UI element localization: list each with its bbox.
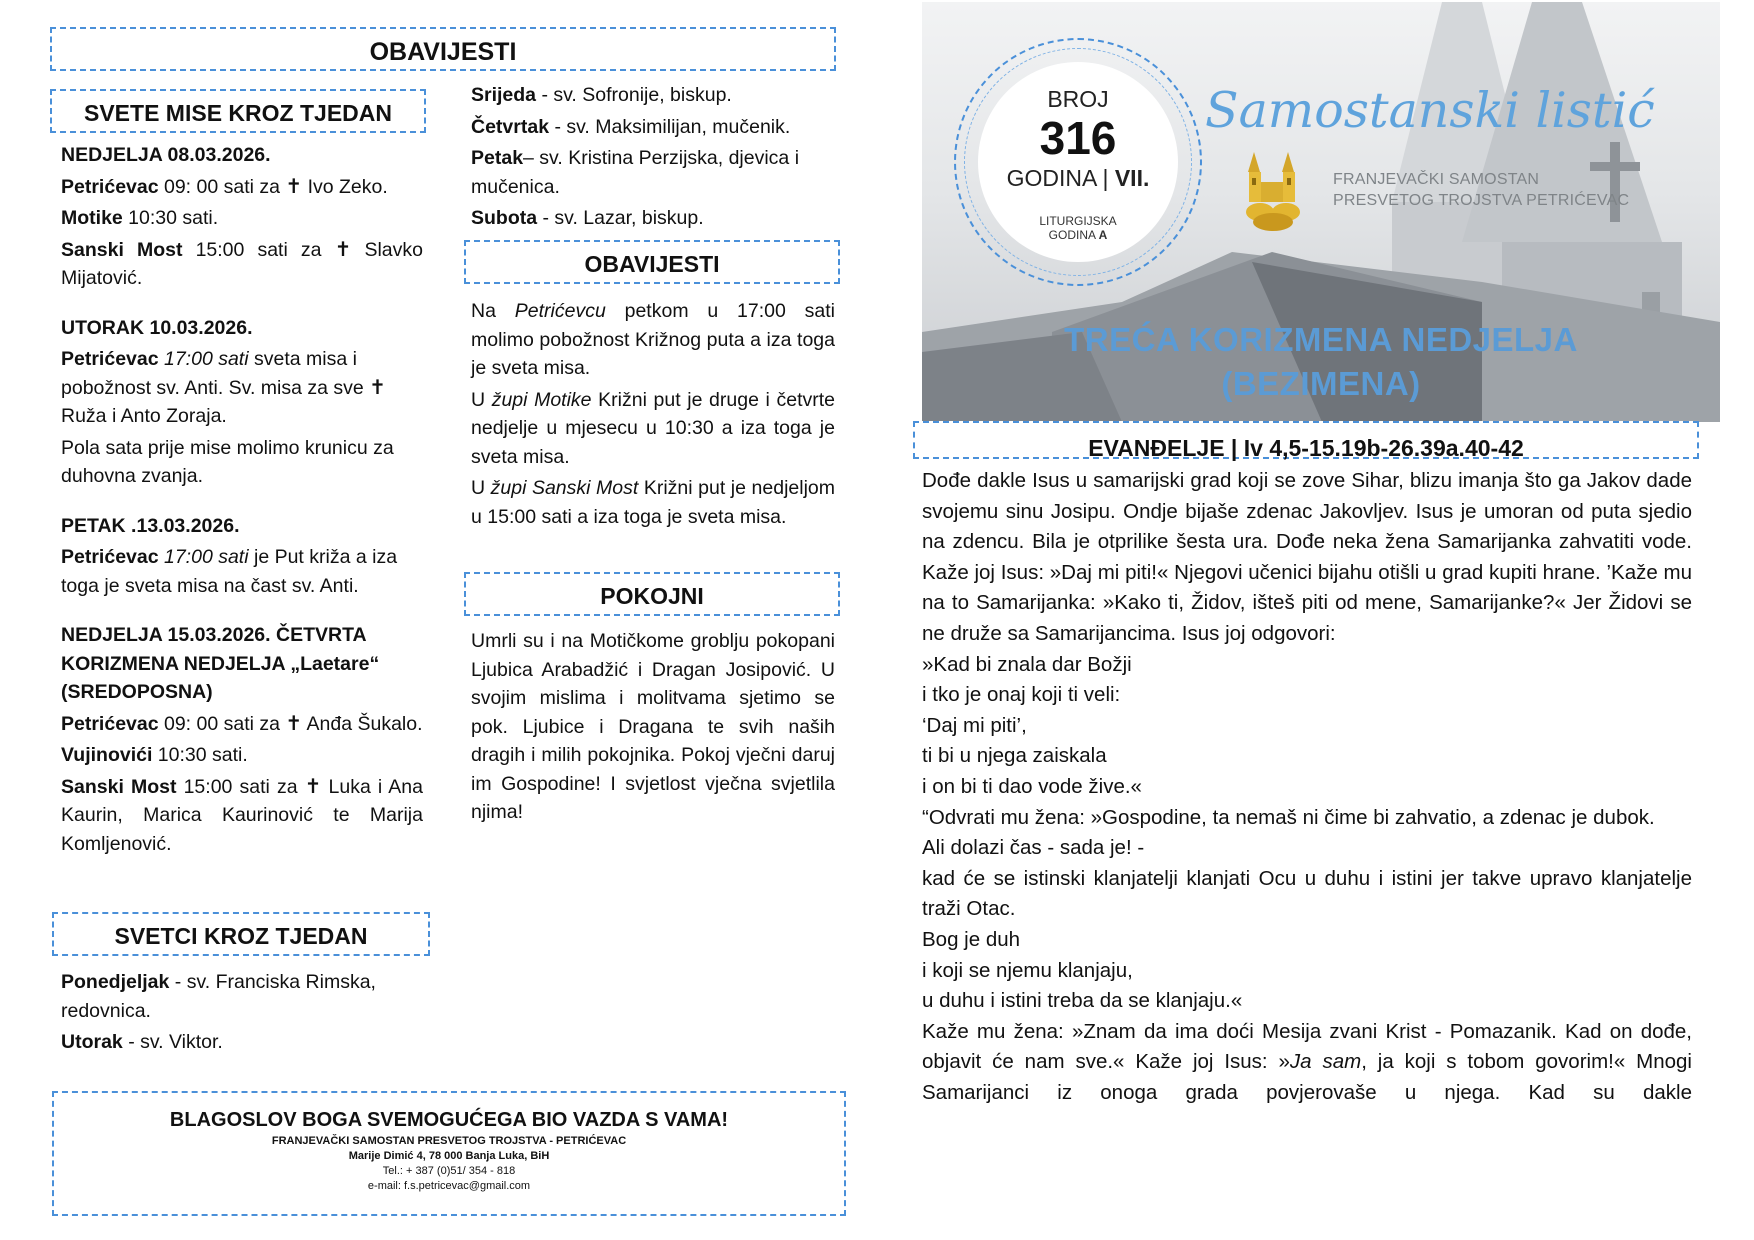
saint-entry: Ponedjeljak - sv. Franciska Rimska, redovnica. [61,971,376,1022]
mass-heading: NEDJELJA 08.03.2026. [61,144,271,166]
deceased-text: Umrli su i na Motičkome groblju pokopani Ljubica Arabadžić i Dragan Josipović. U svojim mislima i molitvama sjetimo se pok. Ljubice i Dragana te svih naših dragih i milih pokojnika. Pokoj vječni daruj im Gospodine! I svjetlost vječna svjetlila njima! [471,630,835,823]
main-notices-title: OBAVIJESTI [369,38,517,66]
gospel-verse: i koji se njemu klanjaju, [922,958,1133,982]
gospel-verse: »Kad bi znala dar Božji [922,652,1132,676]
saint-entry: Petak– sv. Kristina Perzijska, djevica i mučenica. [471,147,800,198]
gospel-paragraph: kad će se istinski klanjatelji klanjati Ocu u duhu i istini jer takve upravo klanjatelje traži Otac. [922,866,1692,921]
mass-heading: NEDJELJA 15.03.2026. ČETVRTA KORIZMENA NEDJELJA „Laetare“ (SREDOPOSNA) [61,624,380,703]
issue-number-label: BROJ [1047,86,1109,112]
deceased-banner [464,572,840,616]
sunday-title [922,318,1720,406]
gospel-verse: Bog je duh [922,927,1021,951]
mass-entry: Motike 10:30 sati. [61,207,219,229]
footer-phone: Tel.: + 387 (0)51/ 354 - 818 [382,1165,516,1177]
liturgical-year: GODINA A [1048,228,1108,242]
footer-address: Marije Dimić 4, 78 000 Banja Luka, BiH [348,1150,550,1162]
saints-list-a [61,968,391,1057]
mass-entry: Petrićevac 09: 00 sati za ✝ Anđa Šukalo. [61,712,423,735]
gospel-paragraph: Kaže mu žena: »Znam da ima doći Mesija zvani Krist - Pomazanik. Kad on dođe, objavit će nam sve.« Kaže joj Isus: »Ja sam, ja koji s tobom govorim!« Mnogi Samarijanci iz onoga grada povjerovaše u njega. Kad su dakle [922,1019,1692,1104]
gospel-title: EVANĐELJE | Iv 4,5-15.19b-26.39a.40-42 [1088,435,1524,461]
notices-list [471,297,835,531]
footer-box [52,1091,846,1216]
gospel-text [922,466,1692,1108]
saints-list-b [471,81,836,233]
notices-title: OBAVIJESTI [584,251,720,277]
footer-org: FRANJEVAČKI SAMOSTAN PRESVETOG TROJSTVA - PETRIĆEVAC [271,1135,627,1147]
notices-banner [464,240,840,284]
mass-entry: Petrićevac 17:00 sati sveta misa i pobožnost sv. Anti. Sv. misa za sve ✝ Ruža i Anto Zoraja. [61,348,386,427]
gospel-verse: i tko je onaj koji ti veli: [922,683,1121,707]
mass-entry: Pola sata prije mise molimo krunicu za duhovna zvanja. [61,436,394,487]
saint-entry: Četvrtak - sv. Maksimilijan, mučenik. [471,115,791,138]
saint-entry: Subota - sv. Lazar, biskup. [471,207,704,229]
issue-number: 316 [1039,112,1117,164]
gospel-verse: Ali dolazi čas - sada je! - [922,836,1145,860]
mass-entry: Vujinovići 10:30 sati. [61,744,248,766]
sunday-title-line-1: TREĆA KORIZMENA NEDJELJA [1064,321,1578,358]
notice-entry: U župi Sanski Most Križni put je nedjeljom u 15:00 sati a iza toga je sveta misa. [471,477,835,528]
deceased-title: POKOJNI [600,583,704,609]
footer-email: e-mail: f.s.petricevac@gmail.com [367,1180,531,1192]
liturgical-year-label: LITURGIJSKA [1039,214,1117,228]
gospel-banner [913,421,1699,459]
footer-blessing: BLAGOSLOV BOGA SVEMOGUĆEGA BIO VAZDA S VAMA! [169,1109,729,1131]
monastery-logo [1242,148,1306,234]
issue-seal-content [978,62,1178,262]
brand-title: Samostanski listić [1205,82,1655,139]
gospel-verse: ‘Daj mi piti’, [922,713,1027,737]
mass-schedule [61,141,423,858]
mass-heading: PETAK .13.03.2026. [61,514,240,537]
mass-entry: Petrićevac 17:00 sati je Put križa a iza toga je sveta misa na čast sv. Anti. [61,546,398,597]
gospel-verse: ti bi u njega zaiskala [922,744,1107,768]
org-line-1: FRANJEVAČKI SAMOSTAN [1333,171,1540,188]
mass-schedule-title: SVETE MISE KROZ TJEDAN [84,100,392,126]
org-line-2: PRESVETOG TROJSTVA PETRIĆEVAC [1333,192,1630,209]
saint-entry: Utorak - sv. Viktor. [61,1031,223,1053]
gospel-paragraph: “Odvrati mu žena: »Gospodine, ta nemaš ni čime bi zahvatio, a zdenac je dubok. [922,805,1655,829]
mass-schedule-banner [50,89,426,133]
mass-entry: Sanski Most 15:00 sati za ✝ Luka i Ana Kaurin, Marica Kaurinović te Marija Komljenović. [61,775,423,855]
main-notices-banner [50,27,836,71]
gospel-verse: u duhu i istini treba da se klanjaju.« [922,989,1243,1013]
mass-entry: Petrićevac 09: 00 sati za ✝ Ivo Zeko. [61,175,388,198]
notice-entry: Na Petrićevcu petkom u 17:00 sati molimo pobožnost Križnog puta a iza toga je sveta misa. [471,300,835,379]
sunday-title-line-2: (BEZIMENA) [1221,365,1421,402]
gospel-verse: i on bi ti dao vode žive.« [922,774,1142,798]
saints-title: SVETCI KROZ TJEDAN [114,923,368,949]
issue-year: GODINA | VII. [1006,165,1150,191]
saint-entry: Srijeda - sv. Sofronije, biskup. [471,84,732,106]
gospel-paragraph: Dođe dakle Isus u samarijski grad koji se zove Sihar, blizu imanja što ga Jakov dade svojemu sinu Josipu. Ondje bijaše zdenac Jakovljev. Isus je umoran od puta sjedio na zdencu. Bila je otprilike šesta ura. Dođe neka žena Samarijanka zahvatiti vode. Kaže joj Isus: »Daj mi piti!« Njegovi učenici bijahu otišli u grad kupiti hrane. ’Kaže mu na to Samarijanka: »Kako ti, Židov, ištеš piti od mene, Samarijanke?« Jer Židovi se ne druže sa Samarijancima. Isus joj odgovori: [922,469,1692,645]
mass-heading: UTORAK 10.03.2026. [61,316,253,339]
mass-entry: Sanski Most 15:00 sati za ✝ Slavko Mijatović. [61,238,423,289]
notice-entry: U župi Motike Križni put je druge i četvrte nedjelje u mjesecu u 10:30 a iza toga je sveta misa. [471,388,836,468]
saints-banner [52,912,430,956]
